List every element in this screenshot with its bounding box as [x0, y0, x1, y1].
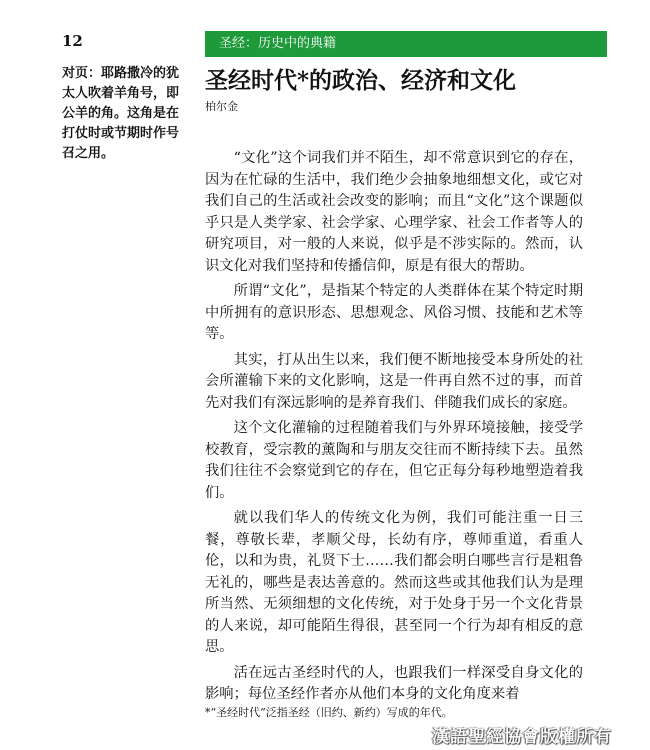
article-title: 圣经时代*的政治、经济和文化: [205, 67, 517, 94]
page-number: 12: [62, 32, 83, 50]
paragraph: 就以我们华人的传统文化为例，我们可能注重一日三餐，尊敬长辈，孝顺父母，长幼有序，尊师重道，看重人伦，以和为贵，礼贤下士……我们都会明白哪些言行是粗鲁无礼的，哪些是表达善意的。然而这些或其他我们认为是理所当然、无须细想的文化传统，对于处身于另一个文化背景的人来说，却可能陌生得很，甚至同一个行为却有相反的意思。: [205, 510, 583, 655]
photo-caption: 对页：耶路撒冷的犹太人吹着羊角号，即公羊的角。这角是在打仗时或节期时作号召之用。: [62, 66, 180, 161]
paragraph: 这个文化灌输的过程随着我们与外界环境接触，接受学校教育，受宗教的薰陶和与朋友交往而不断持续下去。虽然我们往往不会察觉到它的存在，但它正每分每秒地塑造着我们。: [205, 420, 583, 501]
paragraph: 活在远古圣经时代的人，也跟我们一样深受自身文化的影响；每位圣经作者亦从他们本身的文化角度来着: [205, 664, 583, 702]
paragraph: 所谓“文化”，是指某个特定的人类群体在某个特定时期中所拥有的意识形态、思想观念、风俗习惯、技能和艺术等等。: [205, 283, 583, 342]
article-body: [205, 148, 583, 710]
section-title: 圣经：历史中的典籍: [219, 36, 337, 51]
footnote: *“圣经时代”泛指圣经（旧约、新约）写成的年代。: [205, 706, 453, 719]
paragraph: 其实，打从出生以来，我们便不断地接受本身所处的社会所灌输下来的文化影响，这是一件再自然不过的事，而首先对我们有深远影响的是养育我们、伴随我们成长的家庭。: [205, 351, 583, 411]
section-header-banner: [205, 31, 607, 57]
paragraph: “文化”这个词我们并不陌生，却不常意识到它的存在，因为在忙碌的生活中，我们绝少会抽象地细想文化，或它对我们自己的生活或社会改变的影响；而且“文化”这个课题似乎只是人类学家、社会学家、心理学家、社会工作者等人的研究项目，对一般的人来说，似乎是不涉实际的。然而，认识文化对我们坚持和传播信仰，原是有很大的帮助。: [205, 150, 583, 274]
article-author: 柏尔金: [205, 100, 238, 113]
copyright-watermark: 漢語聖經協會版權所有: [432, 727, 612, 747]
